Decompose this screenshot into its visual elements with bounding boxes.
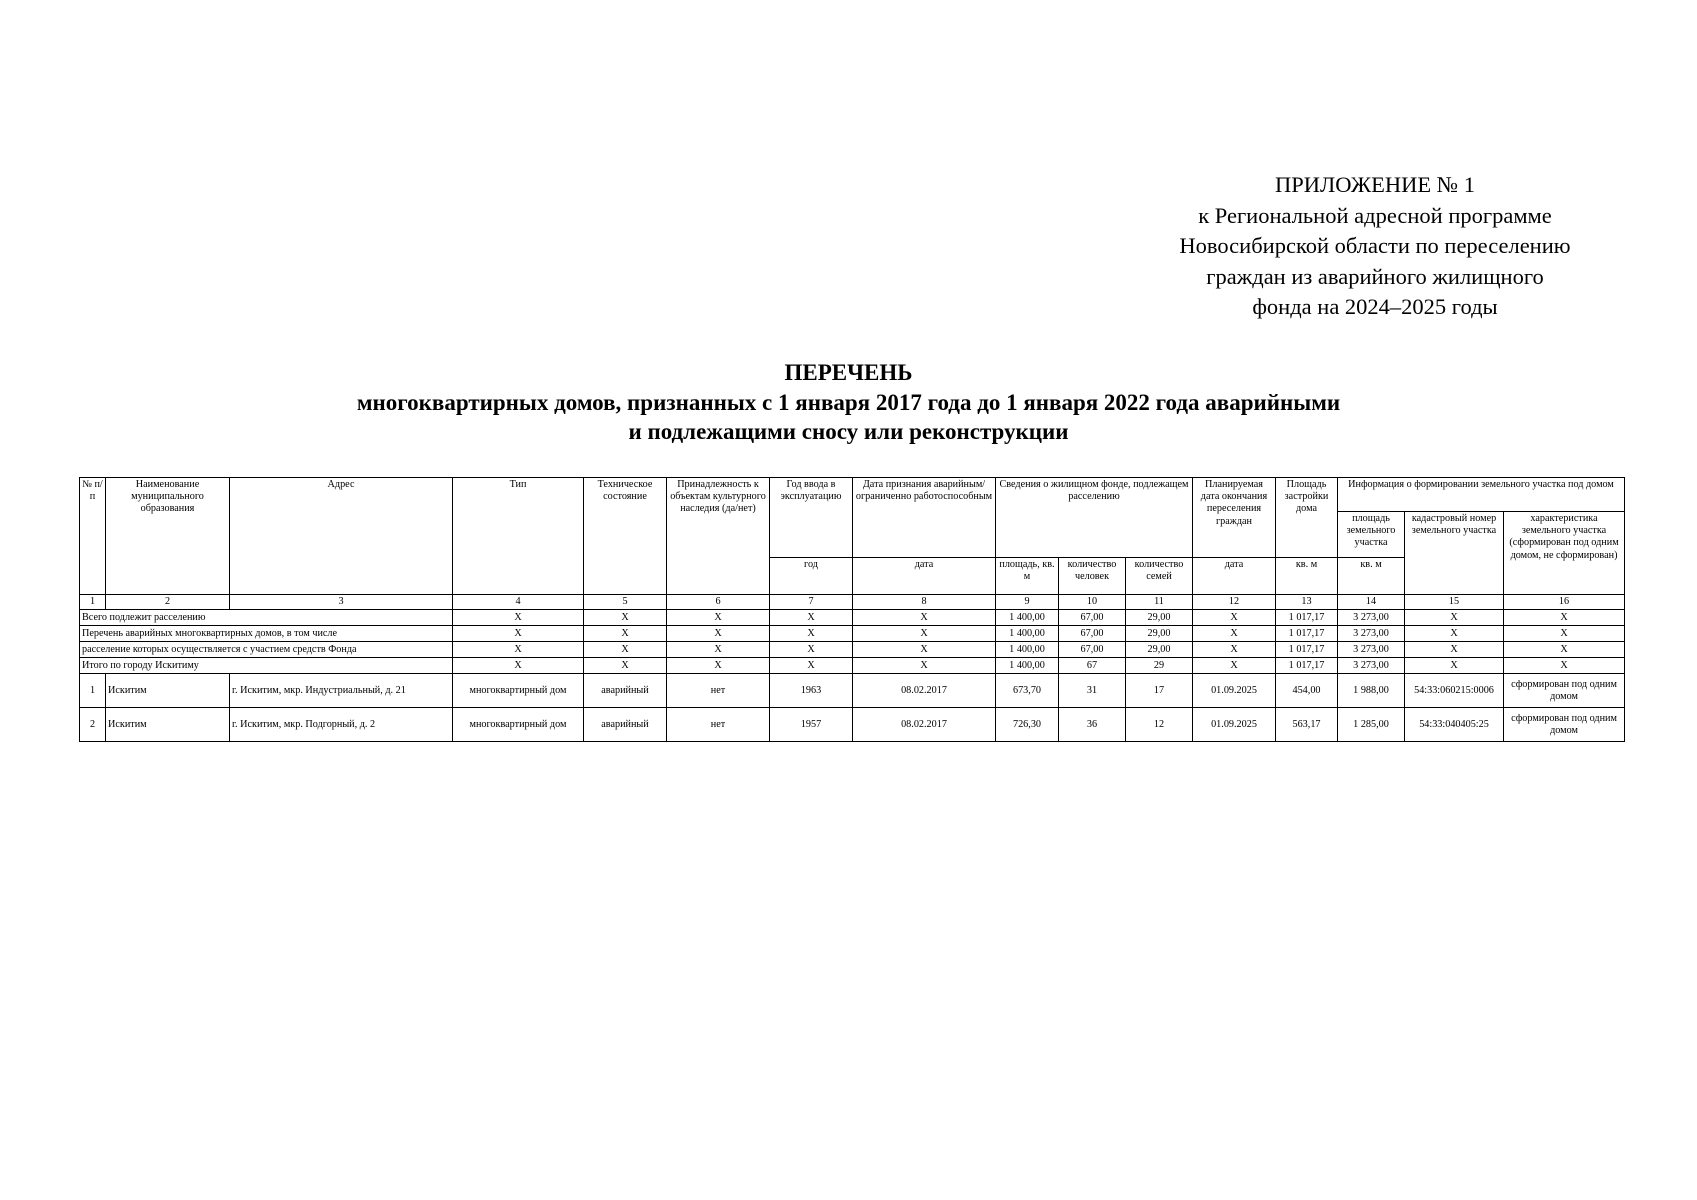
families-cell: 12 [1126, 708, 1193, 742]
summary-cell: X [584, 642, 667, 658]
unit-cell: площадь, кв. м [996, 558, 1059, 595]
table-row [80, 708, 1625, 742]
land-char-cell: сформирован под одним домом [1504, 708, 1625, 742]
heritage-cell: нет [667, 708, 770, 742]
summary-cell: X [853, 642, 996, 658]
summary-cell: X [1504, 626, 1625, 642]
summary-cell: X [1405, 658, 1504, 674]
end-date-cell: 01.09.2025 [1193, 708, 1276, 742]
summary-cell: X [853, 610, 996, 626]
municipality-cell: Искитим [106, 674, 230, 708]
cadastral-cell: 54:33:060215:0006 [1405, 674, 1504, 708]
summary-cell: X [667, 626, 770, 642]
column-number: 13 [1276, 595, 1338, 610]
condition-cell: аварийный [584, 674, 667, 708]
row-number: 1 [80, 674, 106, 708]
summary-cell: X [1193, 610, 1276, 626]
header-cell: Сведения о жилищном фонде, подлежащем расселению [996, 478, 1193, 558]
summary-cell: X [853, 626, 996, 642]
summary-cell: X [584, 610, 667, 626]
area-cell: 673,70 [996, 674, 1059, 708]
header-cell: Тип [453, 478, 584, 595]
column-number: 4 [453, 595, 584, 610]
column-number: 7 [770, 595, 853, 610]
header-cell: Планируемая дата окончания переселения граждан [1193, 478, 1276, 558]
column-number: 5 [584, 595, 667, 610]
summary-cell: 29,00 [1126, 642, 1193, 658]
unit-cell: дата [1193, 558, 1276, 595]
people-cell: 36 [1059, 708, 1126, 742]
column-number: 16 [1504, 595, 1625, 610]
summary-cell: X [1504, 642, 1625, 658]
unit-cell: год [770, 558, 853, 595]
header-cell: кадастровый номер земельного участка [1405, 512, 1504, 595]
summary-cell: 1 400,00 [996, 658, 1059, 674]
summary-row [80, 626, 1625, 642]
column-number: 2 [106, 595, 230, 610]
built-area-cell: 454,00 [1276, 674, 1338, 708]
summary-cell: X [453, 642, 584, 658]
unit-cell: кв. м [1338, 558, 1405, 595]
summary-cell: 1 017,17 [1276, 642, 1338, 658]
date-cell: 08.02.2017 [853, 674, 996, 708]
year-cell: 1957 [770, 708, 853, 742]
summary-cell: 3 273,00 [1338, 658, 1405, 674]
condition-cell: аварийный [584, 708, 667, 742]
summary-cell: 67,00 [1059, 642, 1126, 658]
header-cell: № п/п [80, 478, 106, 595]
appendix-line: граждан из аварийного жилищного [1206, 263, 1544, 289]
document-subtitle: многоквартирных домов, признанных с 1 января 2017 года до 1 января 2022 года аварийными [356, 389, 1341, 415]
column-number: 9 [996, 595, 1059, 610]
summary-cell: 29 [1126, 658, 1193, 674]
header-cell: Информация о формировании земельного участка под домом [1338, 478, 1625, 512]
summary-row [80, 658, 1625, 674]
column-number: 1 [80, 595, 106, 610]
document-title: ПЕРЕЧЕНЬ [784, 360, 913, 385]
summary-cell: 1 400,00 [996, 642, 1059, 658]
summary-cell: X [584, 626, 667, 642]
column-number-row [80, 595, 1625, 610]
column-number: 8 [853, 595, 996, 610]
summary-cell: 67,00 [1059, 626, 1126, 642]
summary-cell: X [453, 658, 584, 674]
summary-cell: X [1405, 642, 1504, 658]
column-number: 14 [1338, 595, 1405, 610]
column-number: 11 [1126, 595, 1193, 610]
summary-cell: X [667, 658, 770, 674]
municipality-cell: Искитим [106, 708, 230, 742]
summary-label: Перечень аварийных многоквартирных домов, в том числе [80, 626, 453, 642]
summary-cell: X [584, 658, 667, 674]
summary-cell: 1 400,00 [996, 626, 1059, 642]
summary-cell: 3 273,00 [1338, 642, 1405, 658]
row-number: 2 [80, 708, 106, 742]
summary-cell: 1 017,17 [1276, 658, 1338, 674]
summary-cell: X [1193, 626, 1276, 642]
header-cell: Техническое состояние [584, 478, 667, 595]
header-cell: Дата признания аварийным/ограниченно работоспособным [853, 478, 996, 558]
summary-cell: 3 273,00 [1338, 610, 1405, 626]
summary-label: расселение которых осуществляется с участием средств Фонда [80, 642, 453, 658]
column-number: 15 [1405, 595, 1504, 610]
year-cell: 1963 [770, 674, 853, 708]
summary-cell: 1 017,17 [1276, 626, 1338, 642]
families-cell: 17 [1126, 674, 1193, 708]
document-subtitle: и подлежащими сносу или реконструкции [628, 419, 1069, 444]
header-row [80, 478, 1625, 512]
summary-label: Всего подлежит расселению [80, 610, 453, 626]
header-cell: Адрес [230, 478, 453, 595]
address-cell: г. Искитим, мкр. Индустриальный, д. 21 [230, 674, 453, 708]
summary-cell: 29,00 [1126, 626, 1193, 642]
appendix-line: ПРИЛОЖЕНИЕ № 1 [1274, 172, 1476, 197]
unit-cell: количество человек [1059, 558, 1126, 595]
summary-cell: X [667, 610, 770, 626]
land-char-cell: сформирован под одним домом [1504, 674, 1625, 708]
summary-cell: X [770, 658, 853, 674]
summary-cell: X [453, 626, 584, 642]
document-heading [0, 358, 1697, 447]
header-cell: площадь земельного участка [1338, 512, 1405, 558]
appendix-block [1135, 170, 1615, 323]
summary-cell: X [1405, 610, 1504, 626]
date-cell: 08.02.2017 [853, 708, 996, 742]
appendix-line: фонда на 2024–2025 годы [1252, 294, 1498, 319]
summary-cell: 1 017,17 [1276, 610, 1338, 626]
end-date-cell: 01.09.2025 [1193, 674, 1276, 708]
appendix-line: Новосибирской области по переселению [1179, 233, 1571, 258]
built-area-cell: 563,17 [1276, 708, 1338, 742]
people-cell: 31 [1059, 674, 1126, 708]
summary-label: Итого по городу Искитиму [80, 658, 453, 674]
appendix-line: к Региональной адресной программе [1198, 202, 1552, 228]
cadastral-cell: 54:33:040405:25 [1405, 708, 1504, 742]
column-number: 10 [1059, 595, 1126, 610]
type-cell: многоквартирный дом [453, 708, 584, 742]
area-cell: 726,30 [996, 708, 1059, 742]
unit-cell: дата [853, 558, 996, 595]
summary-cell: X [1504, 658, 1625, 674]
land-area-cell: 1 988,00 [1338, 674, 1405, 708]
summary-cell: X [1193, 642, 1276, 658]
summary-cell: X [1193, 658, 1276, 674]
land-area-cell: 1 285,00 [1338, 708, 1405, 742]
summary-cell: X [770, 642, 853, 658]
type-cell: многоквартирный дом [453, 674, 584, 708]
unit-cell: кв. м [1276, 558, 1338, 595]
summary-cell: 29,00 [1126, 610, 1193, 626]
column-number: 12 [1193, 595, 1276, 610]
summary-cell: X [1504, 610, 1625, 626]
summary-cell: 3 273,00 [1338, 626, 1405, 642]
column-number: 6 [667, 595, 770, 610]
summary-row [80, 642, 1625, 658]
summary-row [80, 610, 1625, 626]
summary-cell: 67,00 [1059, 610, 1126, 626]
header-cell: Площадь застройки дома [1276, 478, 1338, 558]
housing-register-table [79, 477, 1625, 742]
heritage-cell: нет [667, 674, 770, 708]
address-cell: г. Искитим, мкр. Подгорный, д. 2 [230, 708, 453, 742]
summary-cell: 67 [1059, 658, 1126, 674]
column-number: 3 [230, 595, 453, 610]
header-cell: Принадлежность к объектам культурного наследия (да/нет) [667, 478, 770, 595]
summary-cell: X [1405, 626, 1504, 642]
summary-cell: X [770, 626, 853, 642]
unit-cell: количество семей [1126, 558, 1193, 595]
header-cell: Год ввода в эксплуатацию [770, 478, 853, 558]
summary-cell: X [770, 610, 853, 626]
summary-cell: X [853, 658, 996, 674]
summary-cell: X [667, 642, 770, 658]
header-cell: характеристика земельного участка (сформирован под одним домом, не сформирован) [1504, 512, 1625, 595]
table-row [80, 674, 1625, 708]
summary-cell: X [453, 610, 584, 626]
summary-cell: 1 400,00 [996, 610, 1059, 626]
header-cell: Наименование муниципального образования [106, 478, 230, 595]
